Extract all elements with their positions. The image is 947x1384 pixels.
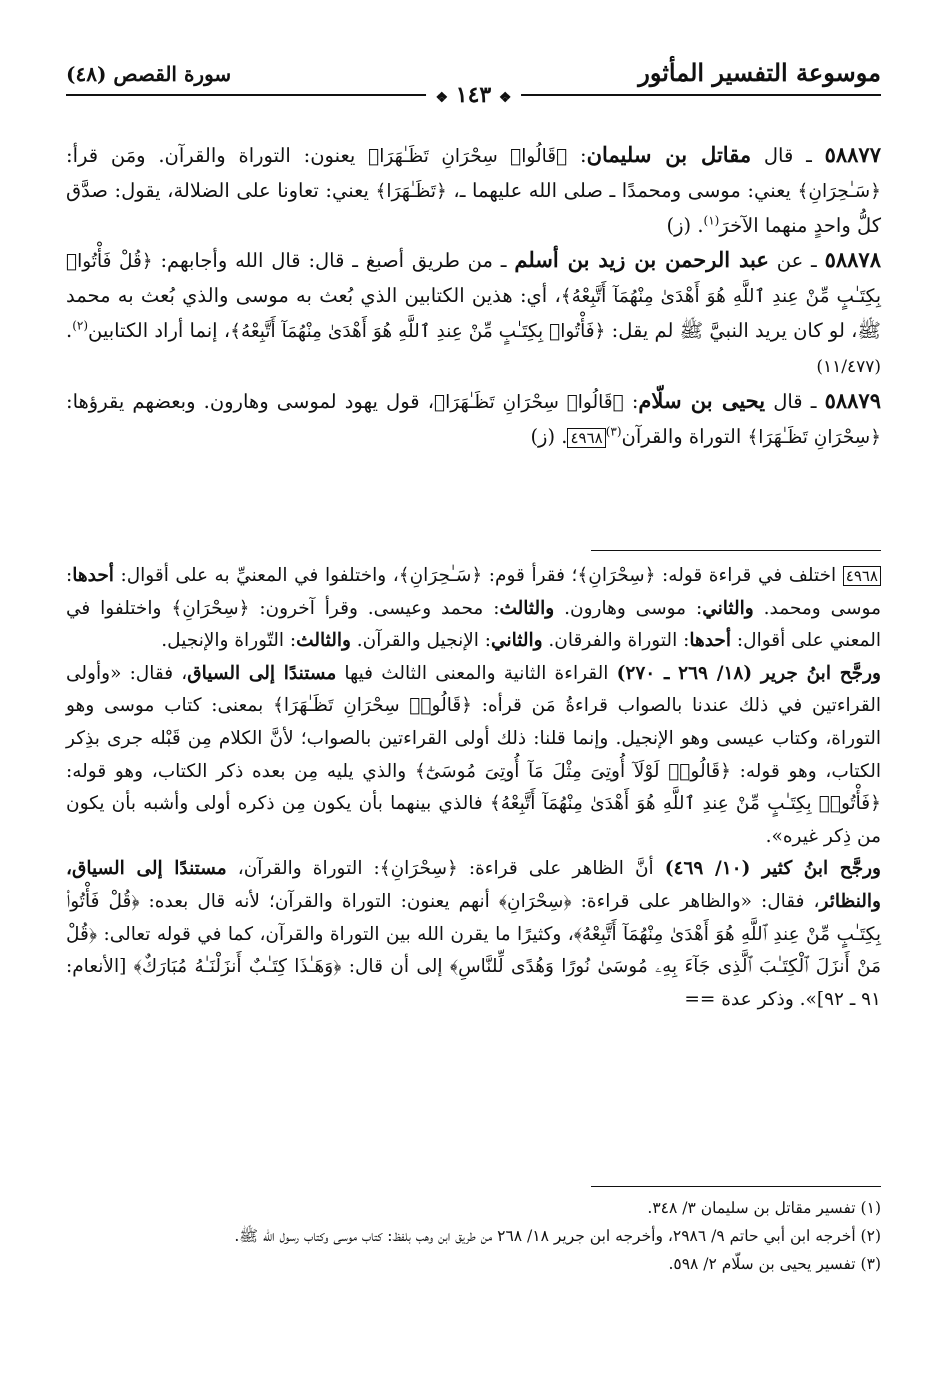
commentary-ref-box: ٤٩٦٨: [567, 428, 605, 448]
entry-58877: ٥٨٨٧٧ ـ قال مقاتل بن سليمان: ﴿قَالُوا۟ سِحْرَانِ تَظَـٰهَرَا﴾ يعنون: التوراة والقرآن. ومَن قرأ: ﴿سَـٰحِرَانِ﴾ يعني: موسى ومحمدًا ـ صلى الله عليهما ـ، ﴿تَظَـٰهَرَا﴾ يعني: تعاونا على الضلالة، يقول: صدَّق كلُّ واحدٍ منهما الآخرَ$^{(١)}$. (ز): [66, 142, 882, 237]
quran-quote: ﴿سِحْرَانِ تَظَـٰهَرَا﴾: [747, 427, 881, 448]
speaker-name: مقاتل بن سليمان: [586, 142, 752, 167]
book-title: موسوعة التفسير المأثور: [638, 58, 881, 87]
quran-quote: ﴿فَأْتُوا۟ بِكِتَـٰبٍ مِّنْ عِندِ ٱللَّهِ هُوَ أَهْدَىٰ مِنْهُمَآ أَتَّبِعْهُ﴾: [230, 321, 606, 342]
quran-quote: ﴿قَالُوا۟ سِحْرَانِ تَظَـٰهَرَا﴾: [434, 392, 624, 413]
commentary-paragraph: ورجَّح ابنُ كثير (١٠/ ٤٦٩) أنَّ الظاهر على قراءة: ﴿سِحْرَانِ﴾: التوراة والقرآن، مستندًا إلى السياق، والنظائر، فقال: «والظاهر على قراءة: ﴿سِحْرَانِ﴾ أنهم يعنون: التوراة والقرآن؛ لأنه قال بعده: ﴿قُلْ فَأْتُوا۟ بِكِتَـٰبٍ مِّنْ عِندِ ٱللَّهِ هُوَ أَهْدَىٰ مِنْهُمَآ أَتَّبِعْهُ﴾، وكثيرًا ما يقرن الله بين التوراة والقرآن، كما في قوله تعالى: ﴿قُلْ مَنْ أَنزَلَ ٱلْكِتَـٰبَ ٱلَّذِى جَآءَ بِهِۦ مُوسَىٰ نُورًا وَهُدًى لِّلنَّاسِ﴾ إلى أن قال: ﴿وَهَـٰذَا كِتَـٰبٌ أَنزَلْنَـٰهُ مُبَارَكٌ﴾ [الأنعام: ٩١ ـ ٩٢]». وذكر عدة ==: [66, 858, 881, 1010]
page-number-box: [426, 82, 522, 111]
entry-58879: ٥٨٨٧٩ ـ قال يحيى بن سلّام: ﴿قَالُوا۟ سِحْرَانِ تَظَـٰهَرَا﴾، قول يهود لموسى وهارون. وبعضهم يقرؤها: ﴿سِحْرَانِ تَظَـٰهَرَا﴾ التوراة والقرآن$^{(٣)}$٤٩٦٨. (ز): [66, 388, 881, 448]
footnote: (٣) تفسير يحيى بن سلّام ٢/ ٥٩٨.: [668, 1255, 881, 1273]
commentary-number-box: ٤٩٦٨: [843, 566, 881, 586]
page-header: [66, 58, 881, 108]
footnote-marker: (١): [703, 213, 720, 228]
quran-quote: ﴿قَالُوا۟ سِحْرَانِ تَظَـٰهَرَا﴾: [368, 146, 568, 167]
footnotes: [66, 1194, 881, 1278]
speaker-name: عبد الرحمن بن زيد بن أسلم: [514, 247, 769, 272]
main-text: [66, 138, 881, 455]
footnote: (١) تفسير مقاتل بن سليمان ٣/ ٣٤٨.: [647, 1199, 881, 1217]
footnote-marker: (٢): [72, 318, 89, 333]
commentary-paragraph: ٤٩٦٨ اختلف في قراءة قوله: ﴿سِحْرَانِ﴾؛ فقرأ قوم: ﴿سَـٰحِرَانِ﴾، واختلفوا في المعنيِّ به على أقوال: أحدها: موسى ومحمد. والثاني: موسى وهارون. والثالث: محمد وعيسى. وقرأ آخرون: ﴿سِحْرَانِ﴾ واختلفوا في المعني على أقوال: أحدها: التوراة والفرقان. والثاني: الإنجيل والقرآن. والثالث: التّوراة والإنجيل.: [66, 565, 881, 652]
footnote: (٢) أخرجه ابن أبي حاتم ٩/ ٢٩٨٦، وأخرجه ابن جرير ١٨/ ٢٦٨ من طريق ابن وهب بلفظ: كتاب موسى وكتاب رسول الله ﷺ.: [234, 1227, 881, 1245]
entry-number: ٥٨٨٧٩: [824, 388, 881, 413]
speaker-name: يحيى بن سلّام: [638, 388, 766, 413]
entry-number: ٥٨٨٧٨: [824, 247, 881, 272]
separator-line: [591, 550, 881, 551]
entry-58878: ٥٨٨٧٨ ـ عن عبد الرحمن بن زيد بن أسلم ـ من طريق أصبغ ـ قال: قال الله وأجابهم: ﴿قُلْ فَأْتُوا۟ بِكِتَـٰبٍ مِّنْ عِندِ ٱللَّهِ هُوَ أَهْدَىٰ مِنْهُمَآ أَتَّبِعْهُ﴾، أي: هذين الكتابين الذي بُعث به موسى والذي بُعث به محمد ﷺ، لو كان يريد النبيَّ ﷺ لم يقل: ﴿فَأْتُوا۟ بِكِتَـٰبٍ مِّنْ عِندِ ٱللَّهِ هُوَ أَهْدَىٰ مِنْهُمَآ أَتَّبِعْهُ﴾، إنما أراد الكتابين$^{(٢)}$. (١١/٤٧٧): [66, 247, 882, 377]
footnote-separator: [591, 1186, 881, 1187]
commentary-block: [66, 560, 881, 1016]
entry-number: ٥٨٨٧٧: [824, 142, 881, 167]
surah-label: سورة القصص (٤٨): [66, 62, 232, 86]
commentary-paragraph: ورجَّح ابنُ جرير (١٨/ ٢٦٩ ـ ٢٧٠) القراءة الثانية والمعنى الثالث فيها مستندًا إلى السياق، فقال: «وأولى القراءتين في ذلك عندنا بالصواب قراءةُ مَن قرأه: ﴿قَالُوا۟ سِحْرَانِ تَظَـٰهَرَا﴾ بمعنى: كتاب موسى وهو التوراة، وكتاب عيسى وهو الإنجيل. وإنما قلنا: ذلك أولى القراءتين بالصواب؛ لأنَّ الكلام مِن قَبْله جرى بذِكر الكتاب، وهو قوله: ﴿قَالُوا۟ لَوْلَآ أُوتِىَ مِثْلَ مَآ أُوتِىَ مُوسَىٰٓ﴾ والذي يليه مِن بعده ذكر الكتاب، وهو قوله: ﴿فَأْتُوا۟ بِكِتَـٰبٍ مِّنْ عِندِ ٱللَّهِ هُوَ أَهْدَىٰ مِنْهُمَآ أَتَّبِعْهُ﴾ فالذي بينهما بأن يكون مِن ذكره أولى وأشبه بأن يكون من ذِكر غيره».: [66, 662, 881, 847]
ornament-icon: ❖: [498, 90, 512, 106]
ornament-icon: ❖: [435, 90, 449, 106]
quran-quote: ﴿سَـٰحِرَانِ﴾: [797, 181, 882, 202]
quran-quote: ﴿تَظَـٰهَرَا﴾: [375, 181, 447, 202]
quran-quote: ﴿قُلْ فَأْتُوا۟ بِكِتَـٰبٍ مِّنْ عِندِ ٱللَّهِ هُوَ أَهْدَىٰ مِنْهُمَآ أَتَّبِعْهُ﴾: [66, 251, 882, 307]
page-number: ١٤٣: [455, 82, 492, 108]
footnote-marker: (٣): [605, 424, 622, 439]
volume-reference: (١١/٤٧٧): [816, 357, 881, 377]
